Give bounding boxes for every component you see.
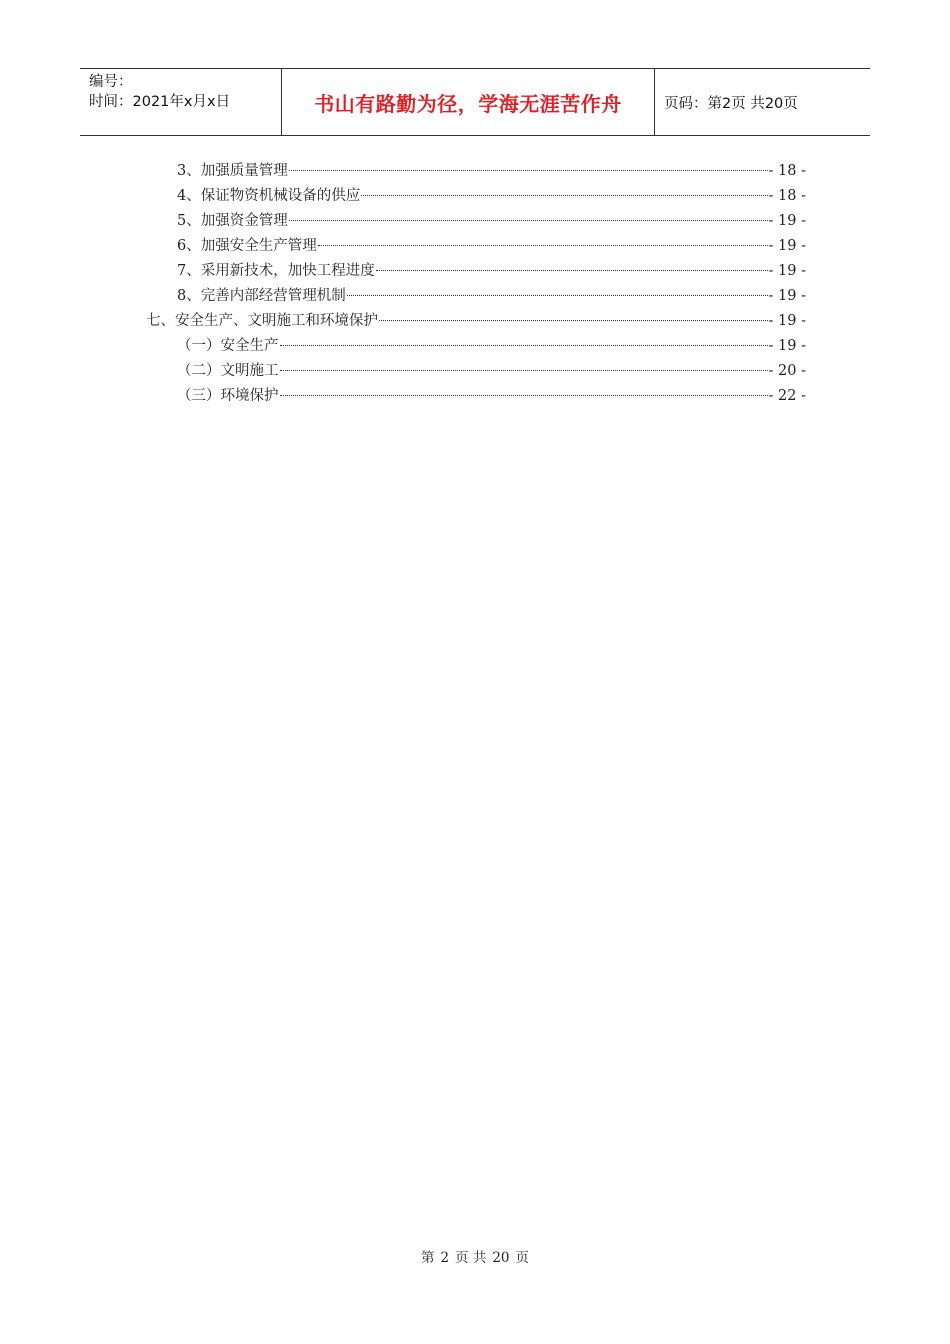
toc-entry-label: 七、安全生产、文明施工和环境保护 [146, 313, 378, 329]
toc-entry[interactable] [146, 309, 806, 334]
header-page-info: 页码：第2页 共20页 [664, 95, 798, 112]
toc-entry[interactable] [177, 209, 806, 234]
toc-dot-leader [376, 269, 768, 271]
toc-entry[interactable] [177, 259, 806, 284]
toc-dot-leader [347, 294, 768, 296]
footer-current-page: 2 [440, 1250, 450, 1266]
toc-entry[interactable] [177, 159, 806, 184]
toc-entry[interactable] [177, 384, 806, 409]
toc-entry-page-number: - 19 - [768, 288, 806, 304]
serial-number-label: 编号： [89, 74, 133, 90]
toc-entry-page-number: - 19 - [768, 238, 806, 254]
footer-total-pages: 20 [492, 1250, 510, 1266]
toc-dot-leader [289, 219, 768, 221]
date-label: 时间：2021年x月x日 [89, 94, 231, 110]
toc-dot-leader [280, 369, 768, 371]
toc-entry-label: 7、采用新技术，加快工程进度 [177, 263, 375, 279]
toc-entry-page-number: - 20 - [768, 363, 806, 379]
toc-entry[interactable] [177, 334, 806, 359]
toc-entry-page-number: - 19 - [768, 313, 806, 329]
toc-entry-page-number: - 18 - [768, 188, 806, 204]
toc-entry-label: 3、加强质量管理 [177, 163, 288, 179]
toc-entry-label: 6、加强安全生产管理 [177, 238, 317, 254]
toc-entry[interactable] [177, 184, 806, 209]
toc-entry-label: 4、保证物资机械设备的供应 [177, 188, 361, 204]
footer-middle: 页 共 [455, 1250, 487, 1266]
page-footer [0, 1246, 950, 1266]
header-meta [80, 69, 282, 135]
toc-entry[interactable] [177, 359, 806, 384]
toc-entry-page-number: - 19 - [768, 263, 806, 279]
toc-dot-leader [280, 394, 768, 396]
toc-entry-label: （三）环境保护 [177, 388, 279, 404]
footer-prefix: 第 [420, 1250, 435, 1266]
toc-dot-leader [379, 319, 768, 321]
toc-entry[interactable] [177, 234, 806, 259]
header-motto: 书山有路勤为径，学海无涯苦作舟 [282, 69, 655, 135]
toc-entry-label: （二）文明施工 [177, 363, 279, 379]
toc-entry-label: 5、加强资金管理 [177, 213, 288, 229]
footer-suffix: 页 [515, 1250, 530, 1266]
toc-dot-leader [318, 244, 768, 246]
toc-dot-leader [361, 194, 767, 196]
toc-entry-page-number: - 19 - [768, 338, 806, 354]
toc-entry-page-number: - 22 - [768, 388, 806, 404]
toc-dot-leader [289, 169, 768, 171]
toc-entry-page-number: - 18 - [768, 163, 806, 179]
toc-entry-page-number: - 19 - [768, 213, 806, 229]
page-header [80, 68, 870, 136]
toc-dot-leader [280, 344, 768, 346]
toc-entry-label: （一）安全生产 [177, 338, 279, 354]
toc-entry-label: 8、完善内部经营管理机制 [177, 288, 346, 304]
toc-entry[interactable] [177, 284, 806, 309]
